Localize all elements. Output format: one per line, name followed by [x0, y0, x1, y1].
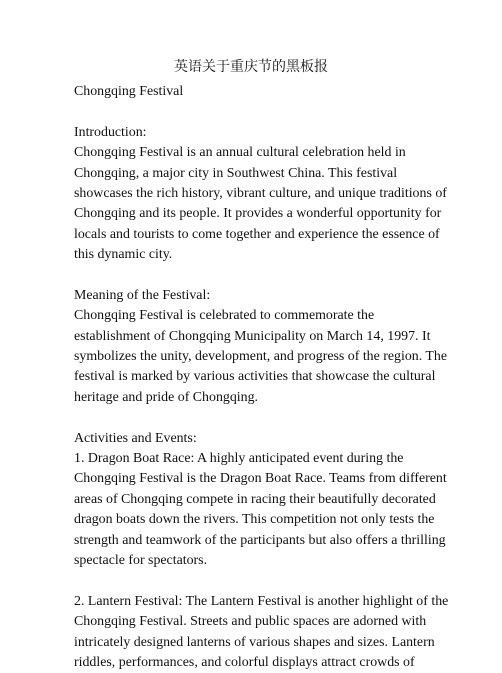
paragraph-line: establishment of Chongqing Municipality on March 14, 1997. It	[74, 328, 431, 344]
document-heading: Chongqing Festival	[74, 84, 184, 99]
paragraph-gap	[74, 571, 434, 591]
document-title: 英语关于重庆节的黑板报	[174, 60, 328, 75]
paragraph-line: Chongqing Festival is celebrated to commemorate the	[74, 308, 375, 324]
paragraph-line: festival is marked by various activities that showcase the cultural	[74, 369, 436, 385]
paragraph-gap	[74, 266, 434, 286]
paragraph-line: dragon boats down the rivers. This competition not only tests the	[74, 512, 435, 528]
paragraph-line: spectacle for spectators.	[74, 552, 208, 568]
paragraph-line: 2. Lantern Festival: The Lantern Festival is another highlight of the	[74, 593, 449, 609]
paragraph-line: strength and teamwork of the participants but also offers a thrilling	[74, 532, 446, 548]
document-body	[74, 82, 449, 673]
paragraph-line: symbolizes the unity, development, and progress of the region. The	[74, 349, 448, 365]
section-heading-activities: Activities and Events:	[74, 430, 197, 446]
section-heading-introduction: Introduction:	[74, 124, 147, 140]
paragraph-gap	[74, 408, 434, 428]
paragraph-line: Chongqing Festival is the Dragon Boat Race. Teams from different	[74, 471, 447, 487]
section-heading-meaning: Meaning of the Festival:	[74, 287, 211, 303]
paragraph-line: Chongqing, a major city in Southwest China. This festival	[74, 165, 398, 181]
paragraph-line: this dynamic city.	[74, 247, 173, 263]
paragraph-line: heritage and pride of Chongqing.	[74, 389, 259, 405]
paragraph-line: intricately designed lanterns of various shapes and sizes. Lantern	[74, 634, 435, 650]
paragraph-line: Chongqing Festival is an annual cultural celebration held in	[74, 145, 406, 161]
paragraph-line: Chongqing Festival. Streets and public spaces are adorned with	[74, 614, 427, 630]
paragraph-line: areas of Chongqing compete in racing their beautifully decorated	[74, 491, 436, 507]
paragraph-line: locals and tourists to come together and experience the essence of	[74, 226, 440, 242]
paragraph-line: showcases the rich history, vibrant culture, and unique traditions of	[74, 185, 447, 201]
paragraph-line: 1. Dragon Boat Race: A highly anticipated event during the	[74, 451, 404, 467]
paragraph-gap	[74, 102, 434, 122]
paragraph-line: riddles, performances, and colorful displays attract crowds of	[74, 654, 415, 670]
paragraph-line: Chongqing and its people. It provides a wonderful opportunity for	[74, 206, 442, 222]
